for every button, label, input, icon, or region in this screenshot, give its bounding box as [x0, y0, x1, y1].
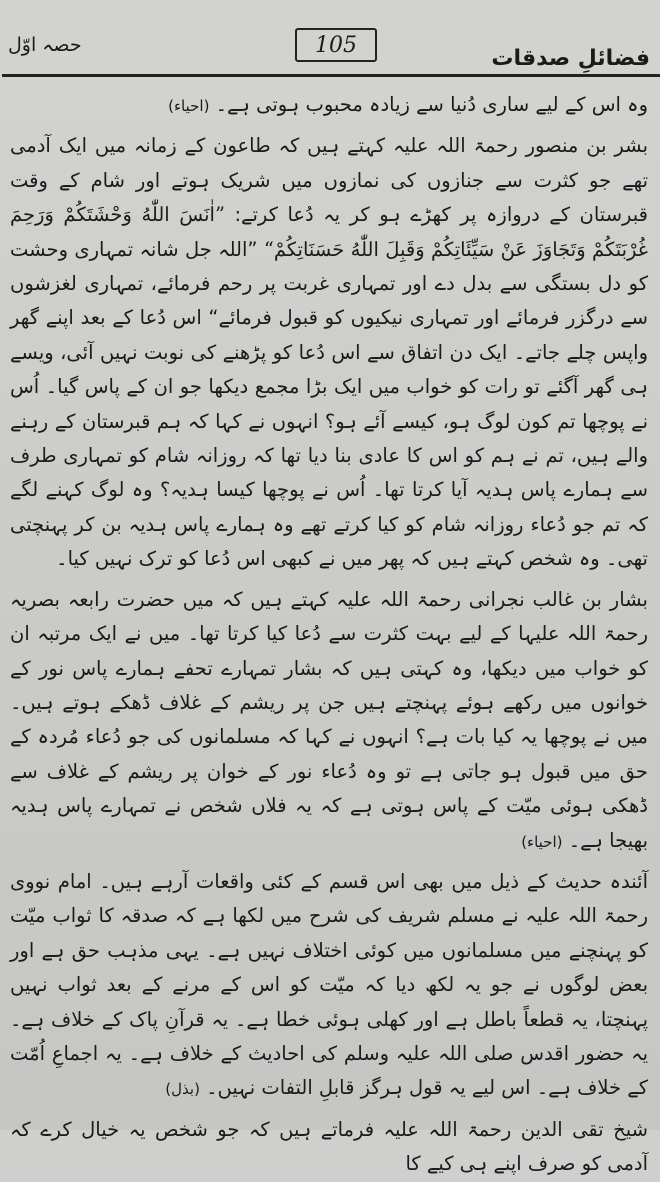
paragraph-text-continued: ”اللہ جل شانہ تمہاری وحشت کو دل بستگی سے بدل دے اور تمہاری غربت پر رحم فرمائے، تمہاری لغزشوں سے درگزر فرمائے اور تمہاری نیکیوں کو قبول فرمائے“ اس دُعا کے بعد اپنے گھر واپس چلے جاتے۔ ایک دن اتفاق سے اس دُعا کو پڑھنے کی نوبت نہیں آئی، ویسے ہی گھر آگئے تو رات کو خواب میں ایک بڑا مجمع دیکھا جو ان کے پاس گیا۔ اُس نے پوچھا تم کون لوگ ہو، کیسے آئے ہو؟ انہوں نے کہا کہ ہم قبرستان کے رہنے والے ہیں، تم نے ہم کو اس کا عادی بنا دیا تھا کہ روزانہ شام کو تمہاری طرف سے ہمارے پاس ہدیہ آیا کرتا تھا۔ اُس نے پوچھا کیسا ہدیہ؟ وہ لوگ کہنے لگے کہ تم جو دُعاء روزانہ شام کو کیا کرتے تھے وہ ہمارے پاس ہدیہ بن کر پہنچتی تھی۔ وہ شخص کہتے ہیں کہ پھر میں نے کبھی اس دُعا کو ترک نہیں کیا۔ [10, 237, 648, 571]
book-title: فضائلِ صدقات [491, 46, 650, 71]
reference: (احیاء) [168, 97, 210, 115]
header-rule [2, 74, 660, 77]
paragraph-3 [10, 583, 648, 859]
part-label: حصہ اوّل [8, 34, 82, 56]
page-header [0, 0, 660, 72]
paragraph-4 [10, 865, 648, 1107]
paragraph-text: وہ اس کے لیے ساری دُنیا سے زیادہ محبوب ہوتی ہے۔ [215, 93, 648, 116]
paragraph-5 [10, 1113, 648, 1182]
arabic-dua: ”اٰنَسَ اللّٰهُ وَحْشَتَكُمْ وَرَحِمَ غُرْبَتَكُمْ وَتَجَاوَزَ عَنْ سَيِّئَاتِكُمْ وَقَبِلَ اللّٰهُ حَسَنَاتِكُمْ“ [10, 203, 648, 261]
paragraph-text: شیخ تقی الدین رحمۃ اللہ علیہ فرماتے ہیں کہ جو شخص یہ خیال کرے کہ آدمی کو صرف اپنے ہی کیے کا [10, 1117, 648, 1176]
paragraph-text: بشار بن غالب نجرانی رحمۃ اللہ علیہ کہتے ہیں کہ میں حضرت رابعہ بصریہ رحمۃ اللہ علیہا کے لیے بہت کثرت سے دُعا کیا کرتا تھا۔ میں نے ایک مرتبہ ان کو خواب میں دیکھا، وہ کہتی ہیں کہ بشار تمہارے تحفے ہمارے پاس نور کے خوانوں میں رکھے ہوئے پہنچتے ہیں جن پر ریشم کے غلاف ڈھکے ہوتے ہیں۔ میں نے پوچھا یہ کیا بات ہے؟ انہوں نے کہا کہ مسلمانوں کی جو دُعاء مُردہ کے حق میں قبول ہو جاتی ہے تو وہ دُعاء نور کے خوان پر ریشم کے غلاف سے ڈھکی ہوئی میّت کے پاس ہوتی ہے کہ یہ فلاں شخص نے تمہارے پاس ہدیہ بھیجا ہے۔ [10, 587, 648, 852]
reference: (بذل) [165, 1080, 200, 1099]
paragraph-text: بشر بن منصور رحمۃ اللہ علیہ کہتے ہیں کہ طاعون کے زمانہ میں ایک آدمی تھے جو کثرت سے جنازوں کی نمازوں میں شریک ہوتے اور شام کے وقت قبرستان کے دروازہ پر کھڑے ہو کر یہ دُعا کرتے: [10, 134, 648, 227]
reference: (احیاء) [521, 832, 563, 851]
page-number: 105 [295, 28, 377, 62]
page-text [10, 88, 648, 1176]
paragraph-2 [10, 129, 648, 576]
paragraph-1 [10, 88, 648, 123]
paragraph-text: آئندہ حدیث کے ذیل میں بھی اس قسم کے کئی واقعات آرہے ہیں۔ امام نووی رحمۃ اللہ علیہ نے مسلم شریف کی شرح میں لکھا ہے کہ صدقہ کا ثواب میّت کو پہنچنے میں مسلمانوں میں کوئی اختلاف نہیں ہے۔ یہی مذہب حق ہے اور بعض لوگوں نے جو یہ لکھ دیا کہ میّت کو اس کے مرنے کے بعد ثواب نہیں پہنچتا، یہ قطعاً باطل ہے اور کھلی ہوئی خطا ہے۔ یہ قرآنِ پاک کے خلاف ہے۔ یہ حضور اقدس صلی اللہ علیہ وسلم کی احادیث کے خلاف ہے۔ یہ اجماعِ اُمّت کے خلاف ہے۔ اس لیے یہ قول ہرگز قابلِ التفات نہیں۔ [10, 869, 648, 1100]
